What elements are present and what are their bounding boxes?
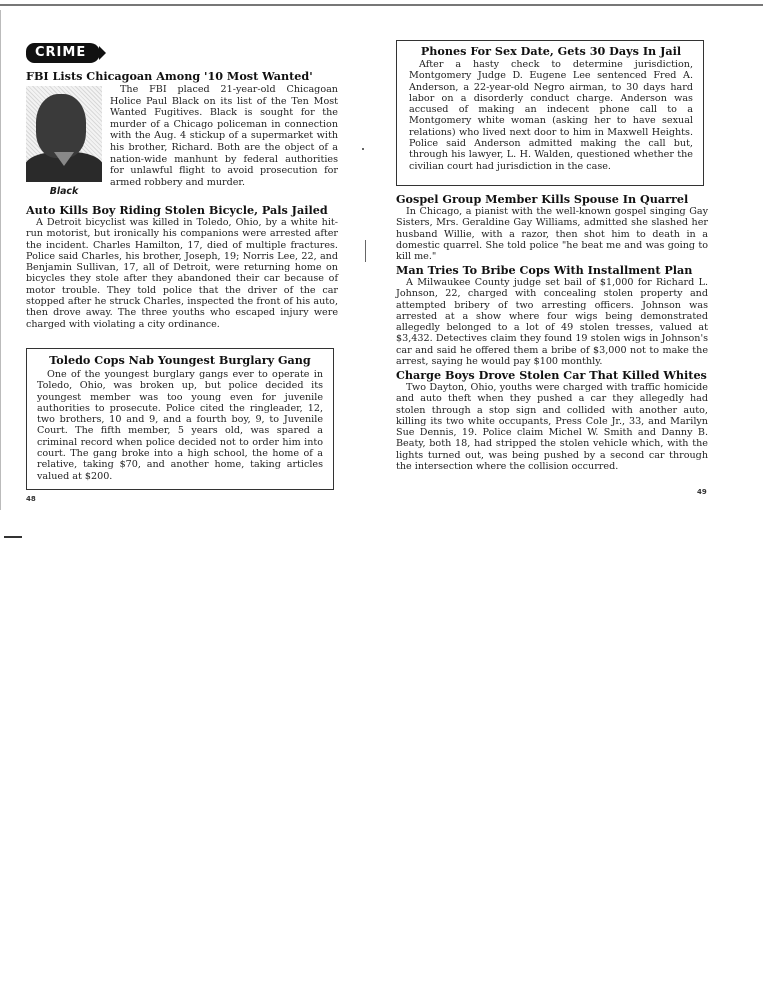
gutter-dot — [362, 148, 364, 150]
top-rule — [0, 4, 763, 6]
article-title: Gospel Group Member Kills Spouse In Quarrel — [396, 192, 689, 206]
photo-caption: Black — [49, 186, 79, 197]
article-gospel — [396, 193, 708, 262]
article-text: After a hasty check to determine jurisdiction, Montgomery Judge D. Eugene Lee sentenced Fred A. Anderson, a 22-year-old Negro airman, to 30 days hard labor on a disorderly conduct charge. Anderson was accused of making an indecent phone call to a Montgomery white woman (asking her to have sexual relations) who lived next door to him in Maxwell Heights. Police said Anderson admitted making the call but, through his lawyer, L. H. Walden, questioned whether the civilian court had jurisdiction in the case. — [409, 59, 693, 172]
article-fbi-body — [110, 84, 338, 188]
article-dayton — [396, 369, 708, 472]
article-auto-kills — [26, 204, 338, 330]
article-title: Toledo Cops Nab Youngest Burglary Gang — [49, 353, 311, 367]
article-title: Man Tries To Bribe Cops With Installment Plan — [396, 263, 693, 277]
article-bribe — [396, 264, 708, 367]
scan-mark — [4, 536, 22, 538]
section-tag: CRIME — [26, 43, 100, 63]
article-text: One of the youngest burglary gangs ever to operate in Toledo, Ohio, was broken up, but police decided its youngest member was too young even for juvenile authorities to prosecute. Police cited the ringleader, 12, two brothers, 10 and 9, and a fourth boy, 9, to Juvenile Court. The fifth member, 5 years old, was spared a criminal record when police decided not to order him into court. The gang broke into a high school, the home of a relative, taking $70, and another home, taking articles valued at $200. — [37, 369, 323, 482]
page-number-right: 49 — [697, 488, 707, 496]
photo-holice-black — [26, 86, 102, 182]
article-toledo-box — [26, 348, 334, 490]
page-edge — [0, 10, 1, 510]
page-number-left: 48 — [26, 495, 36, 503]
article-text: Two Dayton, Ohio, youths were charged with traffic homicide and auto theft when they pushed a car they allegedly had stolen through a stop sign and collided with another auto, killing its two white occupants, Press Cole Jr., 33, and Marilyn Sue Dennis, 19. Police claim Michel W. Smith and Danny B. Beaty, both 18, had stripped the stolen vehicle which, with the lights turned out, was being pushed by a second car through the intersection where the collision occurred. — [396, 382, 708, 473]
article-text: The FBI placed 21-year-old Chicagoan Holice Paul Black on its list of the Ten Most Wanted Fugitives. Black is sought for the murder of a Chicago policeman in connection with the Aug. 4 stickup of a supermarket with his brother, Richard. Both are the object of a nation-wide manhunt by federal authorities for unlawful flight to avoid prosecution for armed robbery and murder. — [110, 84, 338, 188]
article-text: A Milwaukee County judge set bail of $1,000 for Richard L. Johnson, 22, charged with concealing stolen property and attempted bribery of two arresting officers. Johnson was arrested at a show where four wigs being demonstrated allegedly belonged to a lot of 49 stolen tresses, valued at $3,432. Detectives claim they found 19 stolen wigs in Johnson's car and said he offered them a bribe of $3,000 not to make the arrest, saying he would pay $100 monthly. — [396, 277, 708, 368]
article-title: Charge Boys Drove Stolen Car That Killed Whites — [396, 368, 707, 382]
article-title: Phones For Sex Date, Gets 30 Days In Jail — [420, 44, 682, 58]
article-title: FBI Lists Chicagoan Among '10 Most Wanted' — [26, 69, 313, 83]
article-title: Auto Kills Boy Riding Stolen Bicycle, Pals Jailed — [26, 203, 328, 217]
article-fbi — [26, 70, 342, 83]
gutter-mark — [365, 240, 366, 262]
article-phones-box — [396, 40, 704, 186]
article-text: In Chicago, a pianist with the well-known gospel singing Gay Sisters, Mrs. Geraldine Gay Williams, admitted she slashed her husband Willie, with a razor, then shot him to death in a domestic quarrel. She told police "he beat me and was going to kill me." — [396, 206, 708, 263]
article-text: A Detroit bicyclist was killed in Toledo, Ohio, by a white hit-run motorist, but ironically his companions were arrested after the incident. Charles Hamilton, 17, died of multiple fractures. Police said Charles, his brother, Joseph, 19; Norris Lee, 22, and Benjamin Sullivan, 17, all of Detroit, were returning home on bicycles they stole after they abandoned their car because of motor trouble. They told police that the driver of the car stopped after he struck Charles, inspected the front of his auto, then drove away. The three youths who escaped injury were charged with violating a city ordinance. — [26, 217, 338, 330]
